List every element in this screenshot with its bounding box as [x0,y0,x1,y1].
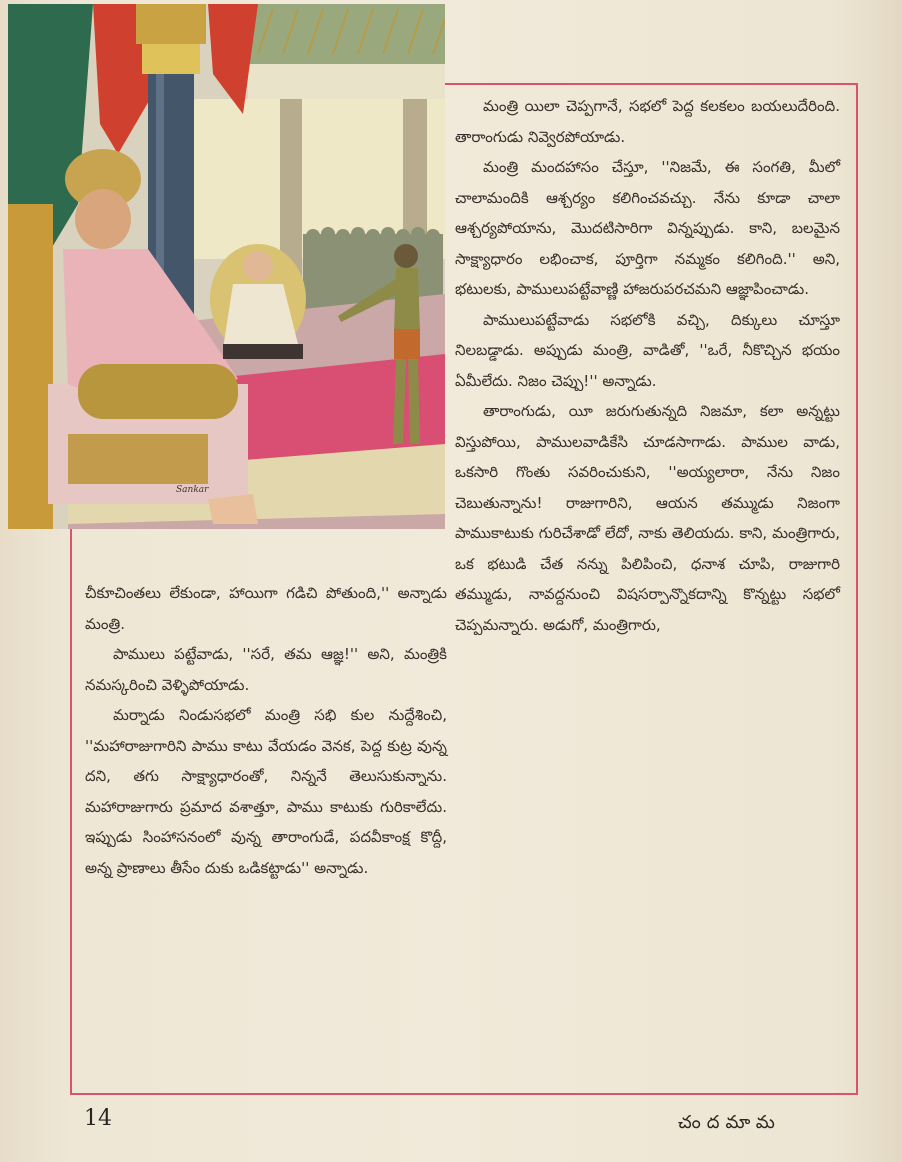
paragraph: మర్నాడు నిండుసభలో మంత్రి సభి కుల నుద్దేశించి, ''మహారాజుగారిని పాము కాటు వేయడం వెనక, పెద్ద కుట్ర వున్న దని, తగు సాక్ష్యాధారంతో, నిన్ననే తెలుసుకున్నాను. మహారాజుగారు ప్రమాద వశాత్తూ, పాము కాటుకు గురికాలేదు. ఇప్పుడు సింహాసనంలో వున్న తారాంగుడే, పదవీకాంక్ష కొద్దీ, అన్న ప్రాణాలు తీసేం దుకు ఒడికట్టాడు'' అన్నాడు. [85,706,447,877]
right-text-column [455,91,840,640]
paragraph: పాములు పట్టేవాడు, ''సరే, తమ ఆజ్ఞ!'' అని, మంత్రికి నమస్కరించి వెళ్ళిపోయాడు. [85,645,447,694]
paragraph: చీకూచింతలు లేకుండా, హాయిగా గడిచి పోతుంది,'' అన్నాడు మంత్రి. [85,584,447,633]
paragraph: తారాంగుడు, యీ జరుగుతున్నది నిజమా, కలా అన్నట్టు విస్తుపోయి, పాములవాడికేసి చూడసాగాడు. పాముల వాడు, ఒకసారి గొంతు సవరించుకుని, ''అయ్యలారా, నేను నిజం చెబుతున్నాను! రాజుగారిని, ఆయన తమ్ముడు నిజంగా పాముకాటుకు గురిచేశాడో లేదో, నాకు తెలియదు. కాని, మంత్రిగారు, ఒక భటుడి చేత నన్ను పిలిపించి, ధనాశ చూపి, రాజుగారి తమ్ముడు, నావద్దనుంచి విషసర్పాన్నొకదాన్ని కొన్నట్టు సభలో చెప్పమన్నారు. అడుగో, మంత్రిగారు, [455,402,840,634]
paragraph: మంత్రి యిలా చెప్పగానే, సభలో పెద్ద కలకలం బయలుదేరింది. తారాంగుడు నివ్వెరపోయాడు. [455,97,840,146]
left-text-column [85,578,447,883]
paragraph: మంత్రి మందహాసం చేస్తూ, ''నిజమే, ఈ సంగతి, మీలో చాలామందికి ఆశ్చర్యం కలిగించవచ్చు. నేను కూడా చాలా ఆశ్చర్యపోయాను, మొదటిసారిగా విన్నప్పుడు. కాని, బలమైన సాక్ష్యాధారం లభించాక, పూర్తిగా నమ్మకం కలిగింది.'' అని, భటులకు, పాములుపట్టేవాణ్ణి హాజరుపరచమని ఆజ్ఞాపించాడు. [455,158,840,298]
paragraph: పాములుపట్టేవాడు సభలోకి వచ్చి, దిక్కులు చూస్తూ నిలబడ్డాడు. అప్పుడు మంత్రి, వాడితో, ''ఒరే, నీకొచ్చిన భయం ఏమీలేదు. నిజం చెప్పు!'' అన్నాడు. [455,310,840,390]
artist-signature: Sankar [176,485,209,495]
magazine-title: చందమామ [678,1112,781,1133]
story-illustration [8,4,445,529]
page-number: 14 [84,1106,112,1131]
